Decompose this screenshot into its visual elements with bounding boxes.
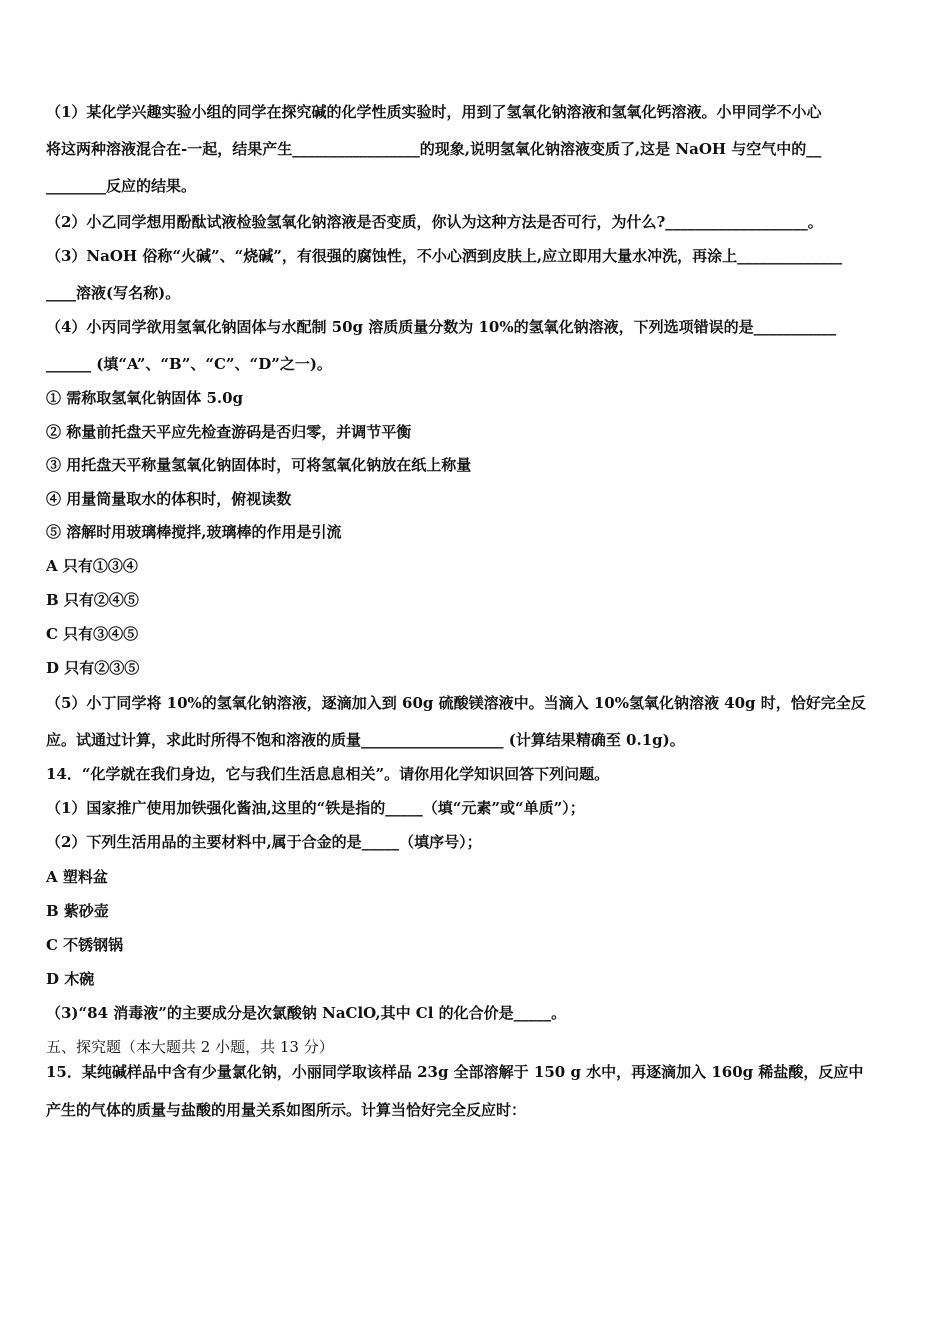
- q14-part2: （2）下列生活用品的主要材料中,属于合金的是_____（填序号）；: [46, 833, 482, 851]
- option-a: A 只有①③④: [46, 557, 138, 575]
- q14-option-c: C 不锈钢锅: [46, 936, 124, 954]
- q13-part4-line1: （4）小丙同学欲用氢氧化钠固体与水配制 50g 溶质质量分数为 10%的氢氧化钠溶液，下列选项错误的是___________: [46, 318, 837, 336]
- option-c: C 只有③④⑤: [46, 625, 139, 643]
- q13-part1-line1: （1）某化学兴趣实验小组的同学在探究碱的化学性质实验时，用到了氢氧化钠溶液和氢氧化钙溶液。小甲同学不小心: [46, 103, 822, 121]
- option-b: B 只有②④⑤: [46, 591, 139, 609]
- q13-part4-line2: ______ (填“A”、“B”、“C”、“D”之一)。: [46, 355, 332, 373]
- statement-5: ⑤ 溶解时用玻璃棒搅拌,玻璃棒的作用是引流: [46, 523, 342, 541]
- q14-stem: 14．“化学就在我们身边，它与我们生活息息相关”。请你用化学知识回答下列问题。: [46, 765, 610, 783]
- q13-part3-line2: ____溶液(写名称)。: [46, 284, 181, 302]
- q15-stem-line2: 产生的气体的质量与盐酸的用量关系如图所示。计算当恰好完全反应时：: [46, 1101, 527, 1119]
- q14-part3: （3)“84 消毒液”的主要成分是次氯酸钠 NaClO,其中 Cl 的化合价是_____。: [46, 1004, 567, 1022]
- q13-part5-line1: （5）小丁同学将 10%的氢氧化钠溶液，逐滴加入到 60g 硫酸镁溶液中。当滴入 10%氢氧化钠溶液 40g 时，恰好完全反: [46, 694, 866, 712]
- statement-1: ① 需称取氢氧化钠固体 5.0g: [46, 389, 244, 407]
- option-d: D 只有②③⑤: [46, 659, 140, 677]
- q14-option-a: A 塑料盆: [46, 868, 108, 886]
- q13-part1-line2: 将这两种溶液混合在-一起，结果产生_________________的现象,说明氢氧化钠溶液变质了,这是 NaOH 与空气中的__: [46, 140, 822, 158]
- q14-option-b: B 紫砂壶: [46, 902, 109, 920]
- q15-stem-line1: 15．某纯碱样品中含有少量氯化钠，小丽同学取该样品 23g 全部溶解于 150 g 水中，再逐滴加入 160g 稀盐酸，反应中: [46, 1063, 864, 1081]
- section-heading: 五、探究题（本大题共 2 小题，共 13 分）: [46, 1038, 334, 1056]
- q13-part2-line1: （2）小乙同学想用酚酞试液检验氢氧化钠溶液是否变质，你认为这种方法是否可行，为什么?___________________。: [46, 213, 823, 231]
- q13-part1-line3: ________反应的结果。: [46, 177, 197, 195]
- q13-part3-line1: （3）NaOH 俗称“火碱”、“烧碱”，有很强的腐蚀性，不小心洒到皮肤上,应立即用大量水冲洗，再涂上______________: [46, 247, 843, 265]
- q13-part5-line2: 应。试通过计算，求此时所得不饱和溶液的质量___________________ (计算结果精确至 0.1g)。: [46, 731, 685, 749]
- q14-option-d: D 木碗: [46, 970, 95, 988]
- statement-2: ② 称量前托盘天平应先检查游码是否归零，并调节平衡: [46, 423, 412, 441]
- q14-part1: （1）国家推广使用加铁强化酱油,这里的“铁是指的_____（填“元素”或“单质”）；: [46, 799, 585, 817]
- statement-4: ④ 用量筒量取水的体积时，俯视读数: [46, 490, 292, 508]
- statement-3: ③ 用托盘天平称量氢氧化钠固体时，可将氢氧化钠放在纸上称量: [46, 456, 472, 474]
